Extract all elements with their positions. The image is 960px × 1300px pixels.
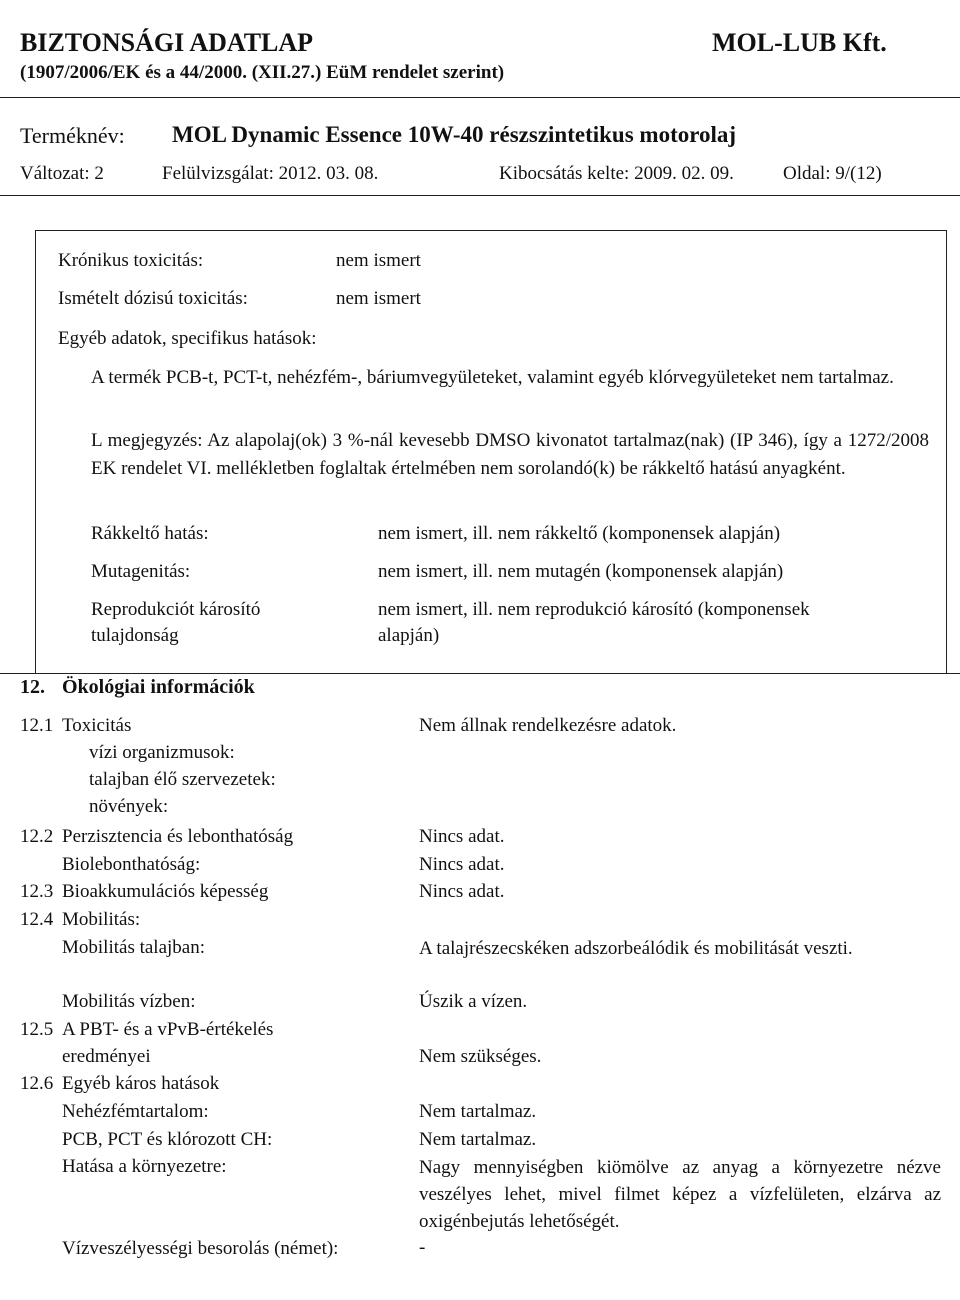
s12-1-number: 12.1 (20, 715, 54, 736)
issue-date: Kibocsátás kelte: 2009. 02. 09. (499, 163, 734, 184)
s12-1-label: Toxicitás (62, 715, 132, 736)
s12-2-biodeg-value: Nincs adat. (419, 854, 505, 875)
s12-5-label-1: A PBT- és a vPvB-értékelés (62, 1019, 274, 1040)
s12-6-water-hazard-label: Vízveszélyességi besorolás (német): (62, 1238, 339, 1259)
s12-1-soil-organisms: talajban élő szervezetek: (89, 769, 276, 790)
s12-5-label-2: eredményei (62, 1046, 151, 1067)
s12-5-value: Nem szükséges. (419, 1046, 542, 1067)
s12-6-environment-label: Hatása a környezetre: (62, 1156, 227, 1177)
other-effects-label: Egyéb adatok, specifikus hatások: (58, 328, 317, 349)
s12-6-heavy-metal-value: Nem tartalmaz. (419, 1101, 537, 1122)
chronic-toxicity-value: nem ismert (336, 250, 421, 271)
revision-date: Felülvizsgálat: 2012. 03. 08. (162, 163, 379, 184)
s12-6-label: Egyéb káros hatások (62, 1073, 220, 1094)
s12-4-number: 12.4 (20, 909, 54, 930)
s12-1-plants: növények: (89, 796, 169, 817)
tox-box-right (946, 230, 947, 673)
s12-1-value: Nem állnak rendelkezésre adatok. (419, 715, 677, 736)
s12-4-label: Mobilitás: (62, 909, 141, 930)
pcb-statement: A termék PCB-t, PCT-t, nehézfém-, báriumvegyületeket, valamint egyéb klórvegyületeket nem tartalmaz. (91, 367, 894, 388)
s12-2-biodeg-label: Biolebonthatóság: (62, 854, 201, 875)
s12-2-value: Nincs adat. (419, 826, 505, 847)
s12-4-soil-label: Mobilitás talajban: (62, 937, 206, 958)
s12-6-number: 12.6 (20, 1073, 54, 1094)
section-12-number: 12. (20, 676, 45, 698)
mutagenicity-label: Mutagenitás: (91, 561, 191, 582)
s12-6-environment-value: Nagy mennyiségben kiömölve az anyag a környezetre nézve veszélyes lehet, mivel filmet képez a vízfelületen, elzárva az oxigénbejutás lehetőségét. (419, 1157, 941, 1232)
s12-4-water-value: Úszik a vízen. (419, 991, 528, 1012)
reproductive-toxicity-value-2: alapján) (378, 625, 440, 646)
chronic-toxicity-label: Krónikus toxicitás: (58, 250, 204, 271)
version: Változat: 2 (20, 163, 104, 184)
header-rule-bottom (0, 195, 960, 196)
s12-6-pcb-value: Nem tartalmaz. (419, 1129, 537, 1150)
section-12-title: Ökológiai információk (62, 676, 255, 698)
tox-box-top (35, 230, 947, 231)
repeated-toxicity-value: nem ismert (336, 288, 421, 309)
carcinogenicity-value: nem ismert, ill. nem rákkeltő (komponensek alapján) (378, 523, 781, 544)
s12-6-pcb-label: PCB, PCT és klórozott CH: (62, 1129, 273, 1150)
s12-5-number: 12.5 (20, 1019, 54, 1040)
l-note-statement: L megjegyzés: Az alapolaj(ok) 3 %-nál kevesebb DMSO kivonatot tartalmaz(nak) (IP 346), így a 1272/2008 EK rendelet VI. mellékletben foglaltak értelmében nem sorolandó(k) be rákkeltő hatású anyagként. (91, 430, 929, 479)
s12-3-label: Bioakkumulációs képesség (62, 881, 269, 902)
reproductive-toxicity-label-1: Reprodukciót károsító (91, 599, 261, 620)
company-name: MOL-LUB Kft. (712, 28, 887, 57)
regulation-line: (1907/2006/EK és a 44/2000. (XII.27.) EüM rendelet szerint) (20, 62, 505, 83)
header-rule-top (0, 97, 960, 98)
tox-box-left (35, 230, 36, 673)
product-label: Terméknév: (20, 123, 125, 148)
reproductive-toxicity-label-2: tulajdonság (91, 625, 179, 646)
repeated-toxicity-label: Ismételt dózisú toxicitás: (58, 288, 248, 309)
reproductive-toxicity-value-1: nem ismert, ill. nem reprodukció károsító (komponensek (378, 599, 810, 620)
s12-2-label: Perzisztencia és lebonthatóság (62, 826, 294, 847)
s12-6-heavy-metal-label: Nehézfémtartalom: (62, 1101, 209, 1122)
page-number: Oldal: 9/(12) (783, 163, 882, 184)
s12-3-number: 12.3 (20, 881, 54, 902)
s12-4-water-label: Mobilitás vízben: (62, 991, 196, 1012)
s12-3-value: Nincs adat. (419, 881, 505, 902)
document-title: BIZTONSÁGI ADATLAP (20, 28, 314, 57)
product-name: MOL Dynamic Essence 10W-40 részszintetikus motorolaj (172, 122, 737, 147)
s12-6-water-hazard-value: - (419, 1237, 426, 1258)
s12-1-aquatic: vízi organizmusok: (89, 742, 235, 763)
section-divider (0, 673, 960, 674)
s12-4-soil-value: A talajrészecskéken adszorbeálódik és mobilitását veszti. (419, 938, 853, 959)
mutagenicity-value: nem ismert, ill. nem mutagén (komponensek alapján) (378, 561, 784, 582)
s12-2-number: 12.2 (20, 826, 54, 847)
carcinogenicity-label: Rákkeltő hatás: (91, 523, 209, 544)
